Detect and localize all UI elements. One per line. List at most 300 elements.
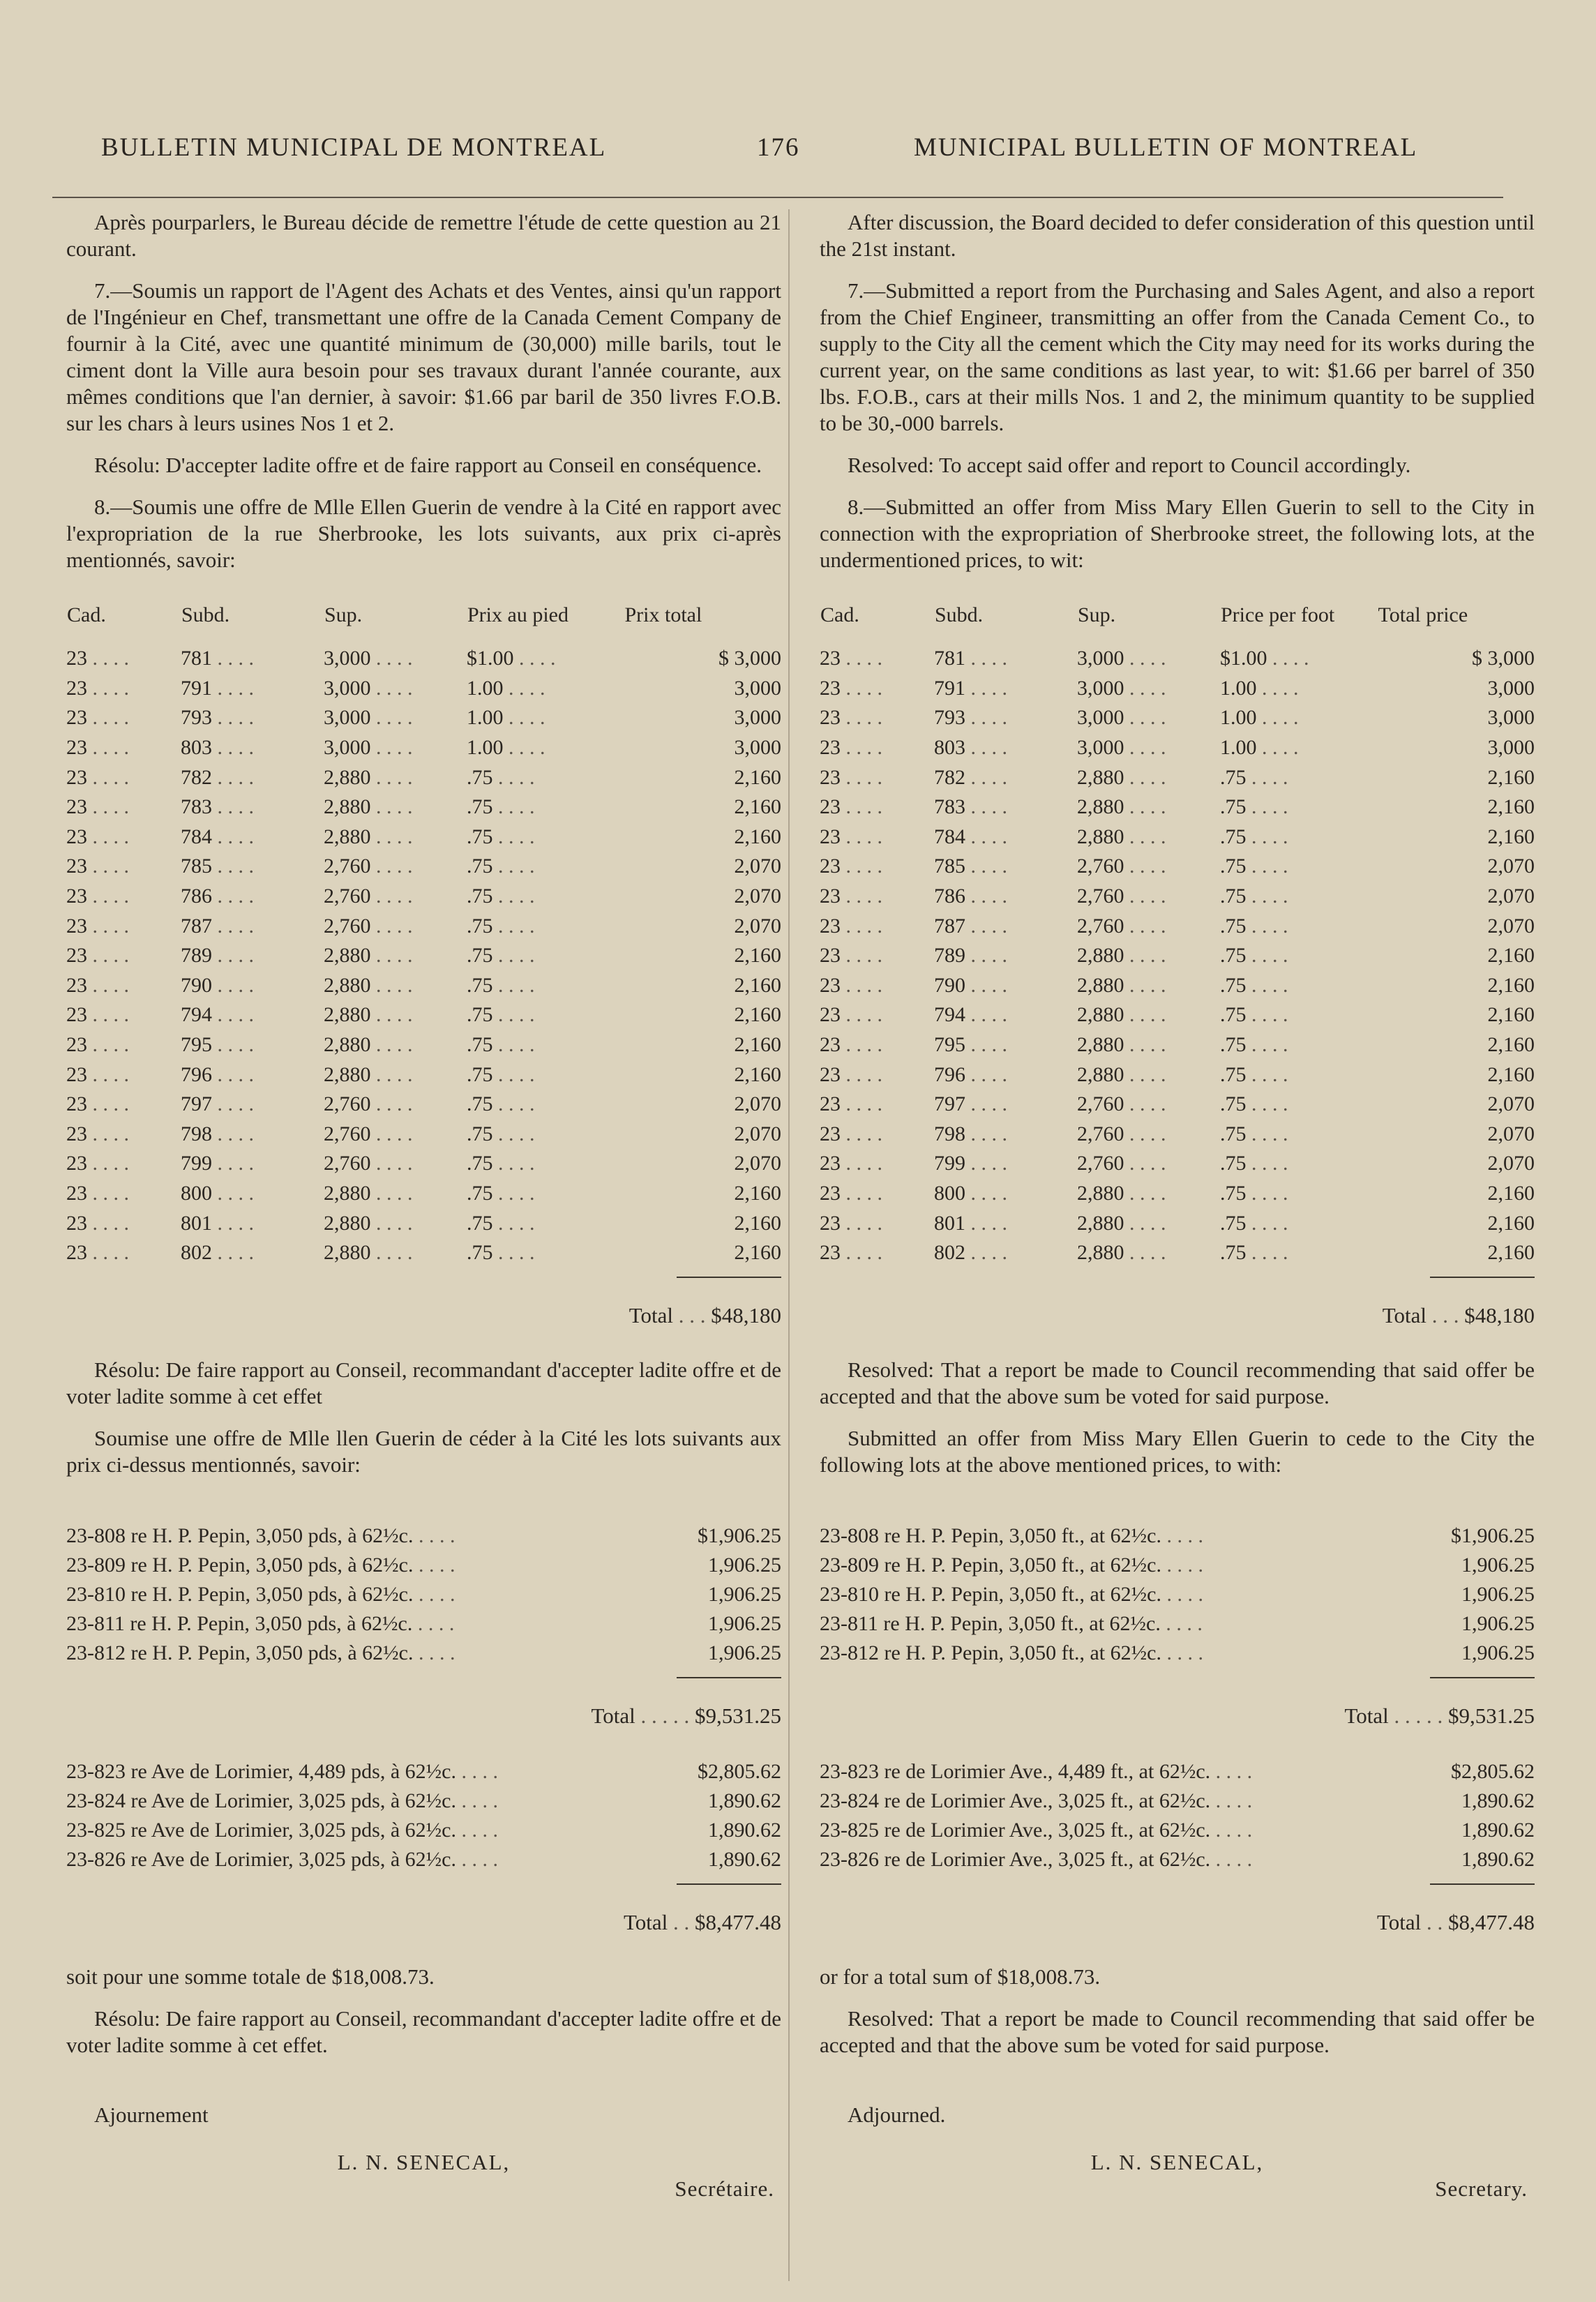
item-text: re de Lorimier Ave., 3,025 ft., at 62½c. xyxy=(884,1819,1211,1842)
item-amount: 1,906.25 xyxy=(1461,1583,1535,1607)
lot-total-price: 3,000 xyxy=(734,736,781,760)
lot-subd-value: 799 xyxy=(934,1152,965,1175)
lot-cad-value: 23 xyxy=(820,1033,841,1057)
lot-cad xyxy=(66,674,181,704)
lot-sup xyxy=(324,1000,467,1030)
item-lot: 23-811 xyxy=(820,1612,878,1636)
leader-dots: . . . . xyxy=(370,1152,413,1175)
en-paragraph-3: Resolved: To accept said offer and report to Council accordingly. xyxy=(848,453,1411,477)
leader-dots: . . . . xyxy=(841,1033,882,1057)
leader-dots: . . . . xyxy=(841,1062,882,1086)
lot-subd xyxy=(181,1120,324,1150)
lot-subd xyxy=(181,762,324,792)
lot-price-foot-value: .75 xyxy=(467,855,493,878)
lot-subd-value: 784 xyxy=(934,825,965,848)
lot-cad-value: 23 xyxy=(66,1181,87,1205)
item-amount: 1,906.25 xyxy=(708,1612,781,1636)
en-lots-header xyxy=(820,601,1535,644)
lot-price-foot-value: .75 xyxy=(1220,914,1247,938)
leader-dots: . . . . xyxy=(87,1062,129,1086)
leader-dots: . . . . xyxy=(370,825,413,848)
en-paragraph-5: Resolved: That a report be made to Council recommending that said offer be accepted and that the above sum be voted for said purpose. xyxy=(820,1357,1535,1409)
leader-dots: . . . . xyxy=(212,944,254,968)
lot-price-foot xyxy=(1220,941,1378,971)
table-row xyxy=(66,762,781,792)
lot-sup xyxy=(1077,822,1220,852)
en-pepin-total-value: $9,531.25 xyxy=(1448,1703,1535,1729)
lot-subd-value: 787 xyxy=(934,914,965,938)
lot-total-price: 2,160 xyxy=(734,973,781,997)
leader-dots: . . . . xyxy=(492,914,535,938)
lot-price-foot xyxy=(467,852,624,882)
lot-subd xyxy=(934,703,1077,733)
leader-dots: . . . . xyxy=(212,885,254,908)
table-row xyxy=(820,882,1535,912)
lot-price-foot-value: .75 xyxy=(1220,1003,1247,1027)
lot-price-foot-value: .75 xyxy=(467,944,493,968)
leader-dots: . . . . xyxy=(1124,1122,1166,1145)
leader-dots: . . . . xyxy=(1124,1211,1166,1235)
lot-sup xyxy=(324,674,467,704)
lot-subd-value: 795 xyxy=(934,1033,965,1057)
item-lot: 23-812 xyxy=(820,1641,879,1665)
leader-dots: . . . . xyxy=(212,1122,254,1145)
lot-total-price: 2,070 xyxy=(734,1152,781,1175)
leader-dots: . . . . xyxy=(1256,706,1299,730)
lot-sup-value: 2,880 xyxy=(1077,973,1124,997)
leader-dots: . . . . xyxy=(965,1181,1007,1205)
leader-dots: . . . . xyxy=(87,795,129,819)
lot-cad-value: 23 xyxy=(820,1152,841,1175)
lot-cad xyxy=(66,1208,181,1238)
lot-sup-value: 2,760 xyxy=(1077,1092,1124,1116)
item-amount: 1,906.25 xyxy=(1461,1641,1535,1665)
lot-sup xyxy=(1077,941,1220,971)
lot-sup xyxy=(1077,1060,1220,1090)
lot-cad-value: 23 xyxy=(66,647,87,670)
lot-subd-value: 782 xyxy=(181,765,212,789)
leader-dots: . . . . xyxy=(87,1122,129,1145)
leader-dots: . . . . xyxy=(1124,1062,1166,1086)
table-row xyxy=(66,852,781,882)
en-paragraph-4: 8.—Submitted an offer from Miss Mary Ellen Guerin to sell to the City in connection with the expropriation of Sherbrooke street, the following lots, at the undermentioned prices, to wit: xyxy=(820,495,1535,572)
table-row xyxy=(820,971,1535,1001)
lot-total-price: 2,160 xyxy=(1487,1003,1535,1027)
leader-dots: . . . . xyxy=(492,1092,535,1116)
item-description xyxy=(820,1845,1406,1874)
table-row xyxy=(66,1120,781,1150)
lot-cad xyxy=(66,822,181,852)
lot-total-price: 2,070 xyxy=(734,1122,781,1145)
fr-signature-name: L. N. SENECAL, xyxy=(337,2150,511,2175)
lot-sup xyxy=(1077,1179,1220,1209)
leader-dots: . . . . xyxy=(841,1241,882,1265)
leader-dots: . . . . xyxy=(1161,1583,1203,1607)
lot-sup xyxy=(324,733,467,763)
lot-price-foot xyxy=(467,1208,624,1238)
lot-total-price: 2,070 xyxy=(1487,855,1535,878)
item-text: re de Lorimier Ave., 4,489 ft., at 62½c. xyxy=(884,1760,1211,1784)
lot-price-foot-value: .75 xyxy=(467,1241,493,1265)
leader-dots: . . . . xyxy=(841,765,882,789)
header-left-title: BULLETIN MUNICIPAL DE MONTREAL xyxy=(101,133,607,162)
lot-subd-value: 791 xyxy=(181,676,212,700)
header-rule xyxy=(52,197,1503,198)
item-description xyxy=(820,1551,1406,1580)
lot-price-foot xyxy=(467,644,624,674)
lot-sup xyxy=(324,1120,467,1150)
lot-cad xyxy=(820,941,934,971)
lot-total-price: 2,070 xyxy=(1487,1122,1535,1145)
lot-cad-value: 23 xyxy=(820,914,841,938)
lot-cad-value: 23 xyxy=(66,973,87,997)
item-description xyxy=(820,1757,1406,1786)
lot-cad xyxy=(66,762,181,792)
lot-price-foot xyxy=(1220,1149,1378,1179)
lot-sup-value: 2,880 xyxy=(1077,1211,1124,1235)
lot-cad-value: 23 xyxy=(820,944,841,968)
leader-dots: . . . . xyxy=(1161,1554,1203,1577)
leader-dots: . . . . xyxy=(370,855,413,878)
lot-price-foot-value: .75 xyxy=(1220,1152,1247,1175)
column-divider xyxy=(788,209,790,2281)
leader-dots: . . . . xyxy=(212,676,254,700)
lot-subd-value: 793 xyxy=(181,706,212,730)
leader-dots: . . . . xyxy=(212,825,254,848)
lot-sup-value: 2,880 xyxy=(1077,944,1124,968)
lot-price-foot-value: .75 xyxy=(1220,1211,1247,1235)
en-lorimier-total: Total . . $8,477.48 xyxy=(1376,1910,1535,1935)
lot-total-price: $ 3,000 xyxy=(1472,647,1535,670)
leader-dots: . . . . xyxy=(87,1152,129,1175)
leader-dots: . . . . xyxy=(87,1181,129,1205)
lot-sup xyxy=(324,1179,467,1209)
lot-cad xyxy=(66,1000,181,1030)
item-amount: 1,906.25 xyxy=(708,1583,781,1607)
leader-dots: . . . . xyxy=(212,706,254,730)
lot-sup xyxy=(1077,882,1220,912)
leader-dots: . . . . xyxy=(413,1554,456,1577)
leader-dots: . . . . xyxy=(1210,1760,1253,1784)
leader-dots: . . . . xyxy=(492,1062,535,1086)
lot-total-price: 2,070 xyxy=(734,855,781,878)
leader-dots: . . . . xyxy=(1246,765,1288,789)
leader-dots: . . . . xyxy=(370,885,413,908)
lot-subd-value: 781 xyxy=(934,647,965,670)
lot-price-foot xyxy=(467,1120,624,1150)
lot-price-foot-value: .75 xyxy=(1220,944,1247,968)
lot-subd xyxy=(181,703,324,733)
lot-subd-value: 800 xyxy=(934,1181,965,1205)
leader-dots: . . . . xyxy=(965,1122,1007,1145)
lot-price-foot-value: .75 xyxy=(467,1003,493,1027)
en-col-cad: Cad. xyxy=(820,603,859,626)
lot-subd-value: 785 xyxy=(934,855,965,878)
lot-sup-value: 2,760 xyxy=(1077,885,1124,908)
lot-price-foot-value: .75 xyxy=(467,1033,493,1057)
leader-dots: . . . . xyxy=(87,825,129,848)
lot-total-price: 2,160 xyxy=(1487,795,1535,819)
lot-cad xyxy=(66,911,181,941)
item-text: re H. P. Pepin, 3,050 pds, à 62½c. xyxy=(130,1554,414,1577)
table-row xyxy=(66,733,781,763)
en-col-total-price: Total price xyxy=(1378,603,1468,626)
item-lot: 23-825 xyxy=(820,1819,879,1842)
item-lot: 23-810 xyxy=(820,1583,879,1607)
lot-sup-value: 2,880 xyxy=(1077,1062,1124,1086)
table-row xyxy=(66,882,781,912)
item-amount: $1,906.25 xyxy=(698,1524,781,1548)
lot-subd xyxy=(181,971,324,1001)
lot-cad xyxy=(66,1179,181,1209)
leader-dots: . . . . xyxy=(1161,1524,1203,1548)
leader-dots: . . . . xyxy=(370,1122,413,1145)
leader-dots: . . . . xyxy=(965,647,1007,670)
lot-cad-value: 23 xyxy=(820,676,841,700)
list-item xyxy=(820,1551,1535,1580)
lot-subd xyxy=(934,822,1077,852)
lot-sup xyxy=(1077,911,1220,941)
leader-dots: . . . . xyxy=(1246,1241,1288,1265)
lot-cad-value: 23 xyxy=(66,1062,87,1086)
lot-sup xyxy=(324,762,467,792)
lot-total-price: 3,000 xyxy=(1487,706,1535,730)
lot-price-foot xyxy=(1220,971,1378,1001)
lot-sup xyxy=(324,1090,467,1120)
leader-dots: . . . . xyxy=(1246,825,1288,848)
lot-sup xyxy=(1077,1000,1220,1030)
leader-dots: . . . . xyxy=(492,1211,535,1235)
list-item xyxy=(820,1609,1535,1639)
lot-price-foot xyxy=(467,1238,624,1268)
lot-cad xyxy=(820,1238,934,1268)
leader-dots: . . . . xyxy=(212,1152,254,1175)
lot-total-price: 2,070 xyxy=(1487,1092,1535,1116)
leader-dots: . . . . xyxy=(1246,973,1288,997)
item-amount: $2,805.62 xyxy=(698,1760,781,1784)
fr-adjournment: Ajournement xyxy=(94,2102,209,2128)
leader-dots: . . . . xyxy=(1160,1612,1203,1636)
lot-cad xyxy=(66,882,181,912)
lot-price-foot xyxy=(467,703,624,733)
lot-sup xyxy=(1077,674,1220,704)
lot-total-price: 3,000 xyxy=(1487,676,1535,700)
lot-price-foot xyxy=(467,941,624,971)
list-item xyxy=(66,1551,781,1580)
lot-total-price: $ 3,000 xyxy=(718,647,781,670)
lot-cad-value: 23 xyxy=(820,1092,841,1116)
lot-total-price: 2,160 xyxy=(734,825,781,848)
lot-price-foot-value: $1.00 xyxy=(1220,647,1267,670)
item-amount: 1,890.62 xyxy=(708,1819,781,1842)
lot-sup-value: 2,760 xyxy=(1077,1152,1124,1175)
item-lot: 23-811 xyxy=(66,1612,125,1636)
fr-pepin-total: Total . . . . . $9,531.25 xyxy=(591,1703,781,1729)
lot-sup-value: 2,880 xyxy=(324,1062,371,1086)
lot-sup-value: 2,880 xyxy=(324,825,371,848)
leader-dots: . . . . xyxy=(1124,647,1166,670)
leader-dots: . . . . xyxy=(87,914,129,938)
lot-cad xyxy=(820,1120,934,1150)
leader-dots: . . . . xyxy=(965,1033,1007,1057)
leader-dots: . . . . xyxy=(965,973,1007,997)
item-lot: 23-812 xyxy=(66,1641,126,1665)
leader-dots: . . . . xyxy=(1124,706,1166,730)
item-amount: 1,906.25 xyxy=(708,1641,781,1665)
english-column xyxy=(820,209,1535,2202)
lot-price-foot xyxy=(1220,733,1378,763)
leader-dots: . . . . xyxy=(1256,736,1299,760)
leader-dots: . . . . xyxy=(965,1092,1007,1116)
lot-cad xyxy=(820,1060,934,1090)
lot-price-foot-value: .75 xyxy=(467,765,493,789)
lot-sup-value: 3,000 xyxy=(324,736,371,760)
leader-dots: . . . . xyxy=(492,1122,535,1145)
leader-dots: . . . . xyxy=(841,1122,882,1145)
lot-total-price: 2,160 xyxy=(734,765,781,789)
table-row xyxy=(820,792,1535,822)
item-lot: 23-825 xyxy=(66,1819,126,1842)
lot-price-foot xyxy=(1220,762,1378,792)
leader-dots: . . . . xyxy=(87,1092,129,1116)
lot-subd xyxy=(181,1030,324,1060)
lot-total-price: 2,070 xyxy=(734,1092,781,1116)
leader-dots: . . . . xyxy=(1246,1062,1288,1086)
lot-sup xyxy=(324,941,467,971)
lot-sup-value: 2,880 xyxy=(324,1241,371,1265)
leader-dots: . . . . xyxy=(370,973,413,997)
lot-subd xyxy=(181,1179,324,1209)
lot-price-foot-value: 1.00 xyxy=(1220,706,1257,730)
fr-lorimier-total-label: Total xyxy=(623,1910,668,1935)
lot-cad xyxy=(820,674,934,704)
item-amount: 1,890.62 xyxy=(1461,1819,1535,1842)
lot-cad-value: 23 xyxy=(820,1181,841,1205)
item-amount: 1,890.62 xyxy=(1461,1789,1535,1813)
en-paragraph-8: Resolved: That a report be made to Council recommending that said offer be accepted and that the above sum be voted for said purpose. xyxy=(820,2006,1535,2058)
lot-price-foot xyxy=(1220,1120,1378,1150)
lot-subd-value: 785 xyxy=(181,855,212,878)
leader-dots: . . . . xyxy=(1124,973,1166,997)
table-row xyxy=(66,911,781,941)
leader-dots: . . . . xyxy=(1246,1092,1288,1116)
lot-total-price: 2,160 xyxy=(1487,1033,1535,1057)
lot-subd-value: 783 xyxy=(181,795,212,819)
lot-cad-value: 23 xyxy=(66,706,87,730)
lot-price-foot xyxy=(467,674,624,704)
lot-subd xyxy=(934,1179,1077,1209)
leader-dots: . . . . xyxy=(456,1789,498,1813)
lot-cad xyxy=(66,1060,181,1090)
leader-dots: . . . . xyxy=(492,1003,535,1027)
lot-cad xyxy=(820,703,934,733)
lot-sup xyxy=(1077,1238,1220,1268)
fr-total-value: $48,180 xyxy=(711,1303,781,1328)
leader-dots: . . . . xyxy=(965,855,1007,878)
lot-total-price: 2,160 xyxy=(1487,1062,1535,1086)
item-text: re H. P. Pepin, 3,050 ft., at 62½c. xyxy=(884,1524,1161,1548)
item-amount: 1,890.62 xyxy=(708,1848,781,1872)
lot-price-foot-value: .75 xyxy=(1220,1241,1247,1265)
table-row xyxy=(66,971,781,1001)
en-lorimier-total-label: Total xyxy=(1376,1910,1422,1935)
item-lot: 23-826 xyxy=(820,1848,879,1872)
leader-dots: . . . . xyxy=(370,676,413,700)
lot-price-foot xyxy=(467,1149,624,1179)
table-row xyxy=(66,1238,781,1268)
lot-subd xyxy=(934,644,1077,674)
lot-cad-value: 23 xyxy=(820,706,841,730)
leader-dots: . . . . xyxy=(492,973,535,997)
lot-cad xyxy=(66,1238,181,1268)
item-description xyxy=(66,1521,653,1551)
lot-cad-value: 23 xyxy=(66,944,87,968)
lot-price-foot-value: .75 xyxy=(467,1152,493,1175)
lot-subd-value: 800 xyxy=(181,1181,212,1205)
table-row xyxy=(66,941,781,971)
lot-price-foot xyxy=(467,762,624,792)
lot-cad-value: 23 xyxy=(820,1241,841,1265)
lot-sup-value: 3,000 xyxy=(1077,676,1124,700)
leader-dots: . . . . xyxy=(1124,944,1166,968)
lot-sup xyxy=(1077,971,1220,1001)
lot-cad xyxy=(820,792,934,822)
lot-cad-value: 23 xyxy=(66,885,87,908)
lot-total-price: 2,160 xyxy=(734,795,781,819)
leader-dots: . . . . xyxy=(370,647,413,670)
en-lorimier-table xyxy=(820,1757,1535,1874)
lot-cad xyxy=(66,1090,181,1120)
leader-dots: . . . . xyxy=(87,1241,129,1265)
table-row xyxy=(820,1208,1535,1238)
lot-subd-value: 795 xyxy=(181,1033,212,1057)
lot-cad xyxy=(820,1179,934,1209)
list-item xyxy=(66,1580,781,1609)
leader-dots: . . . . xyxy=(492,885,535,908)
lot-price-foot-value: .75 xyxy=(467,1211,493,1235)
lot-subd xyxy=(181,852,324,882)
table-row xyxy=(820,1030,1535,1060)
leader-dots: . . . . xyxy=(1124,1092,1166,1116)
lot-price-foot-value: 1.00 xyxy=(467,676,504,700)
leader-dots: . . . . xyxy=(1246,1181,1288,1205)
item-text: re Ave de Lorimier, 3,025 pds, à 62½c. xyxy=(130,1789,456,1813)
table-row xyxy=(66,1208,781,1238)
lot-subd-value: 799 xyxy=(181,1152,212,1175)
table-row xyxy=(66,1000,781,1030)
leader-dots: . . . . xyxy=(87,765,129,789)
en-paragraph-7: or for a total sum of $18,008.73. xyxy=(820,1964,1101,1989)
lot-total-price: 3,000 xyxy=(734,706,781,730)
lot-sup xyxy=(324,822,467,852)
lot-cad xyxy=(820,1149,934,1179)
lot-subd-value: 790 xyxy=(934,973,965,997)
leader-dots: . . . . xyxy=(412,1612,455,1636)
lot-subd-value: 786 xyxy=(934,885,965,908)
lot-price-foot-value: .75 xyxy=(1220,825,1247,848)
lot-subd xyxy=(181,911,324,941)
lot-subd xyxy=(181,822,324,852)
leader-dots: . . . . xyxy=(841,825,882,848)
lot-subd-value: 787 xyxy=(181,914,212,938)
lot-total-price: 2,070 xyxy=(1487,1152,1535,1175)
lot-subd xyxy=(934,792,1077,822)
leader-dots: . . . . xyxy=(965,736,1007,760)
leader-dots: . . . . xyxy=(1124,1181,1166,1205)
lot-price-foot-value: .75 xyxy=(467,885,493,908)
lot-subd xyxy=(934,941,1077,971)
leader-dots: . . . . xyxy=(841,1211,882,1235)
